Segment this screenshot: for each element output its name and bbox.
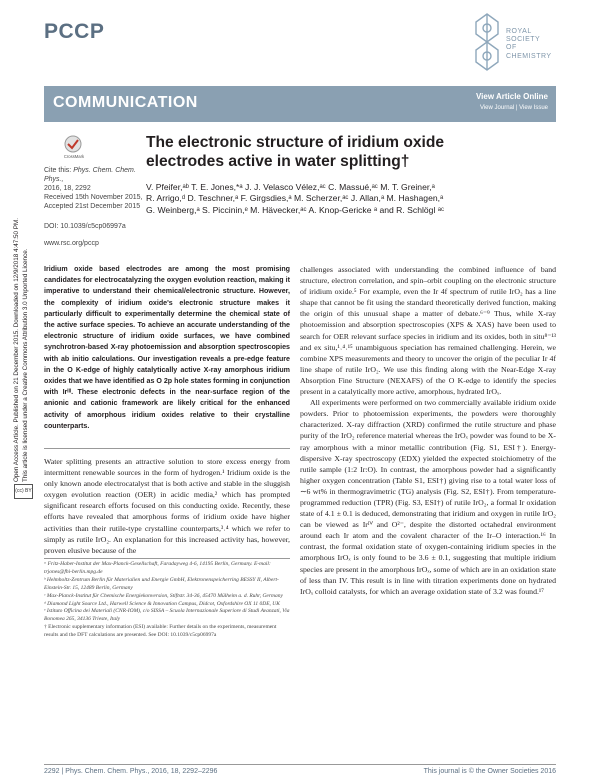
footer-divider (44, 764, 556, 765)
licence-line[interactable]: This article is licensed under a Creative Commons Attribution 3.0 Unported Licence. (22, 248, 29, 482)
footnote-divider (44, 558, 290, 559)
author-line-3: G. Weinberg,ᵃ S. Piccinin,ᵉ M. Hävecker,ᵃᶜ A. Knop-Gericke ᵃ and R. Schlögl ᵃᶜ (146, 204, 444, 215)
body-paragraph-1: challenges associated with understanding the combined influence of band structure, electron correlation, and spin–orbit coupling on the electronic structure of iridium oxide.⁵ For example, even the Ir 4f spectrum of rutile IrO₂ has a line shape that cannot be fit using the standard theoretically derived function, making the origin of this unusual shape a matter of debate.⁶⁻⁹ Thus, while X-ray photoemission and absorption spectroscopies (XPS & XAS) have been used to search for OER relevant surface species in iridium and its oxides, both in situ⁸⁻¹³ and ex situ,¹˒⁴˒¹⁵ unambiguous speciation has remained challenging. Herein, we combine XPS measurements and theory to uncover the origin of the peculiar Ir 4f line shape of rutile IrO₂. We use this finding along with the Near-Edge X-ray Absorption Fine Structure (NEXAFS) of the O K-edge to identify the species present in a catalytically more active, amorphous, hydrated IrOₓ. (300, 265, 556, 397)
body-text-left-column: Water splitting presents an attractive solution to store excess energy from intermittent renewable sources in the form of hydrogen.¹ Iridium oxide is the only known anode electrocatalyst that is both active and stable in the sluggish oxygen evolution reaction (OER) in acidic media,² which has prompted significant research efforts focused on this conducting oxide. Recently, these efforts have revealed that amorphous forms of iridium oxide have higher activities than their rutile-type crystalline counterparts,³˒⁴ which we refer to simply as rutile IrO₂. An explanation for this increased activity has, however, proven elusive because of the (44, 457, 290, 555)
publisher-name-line1: ROYAL SOCIETY (506, 28, 541, 44)
footnote-affiliation-a: ᵃ Fritz-Haber-Institut der Max-Planck-Gesellschaft, Faradayweg 4-6, 14195 Berlin, Germany. E-mail: trjones@fhi-berlin.mpg.de (44, 561, 271, 575)
body-text-right-column (300, 264, 556, 597)
received-date: Received 15th November 2015, (44, 194, 143, 201)
affiliation-footnotes (44, 561, 290, 640)
title-line-1: The electronic structure of iridium oxide (146, 134, 445, 151)
title-line-2: electrodes active in water splitting† (146, 152, 410, 170)
rsc-logo (472, 10, 558, 74)
journal-website-link[interactable]: www.rsc.org/pccp (44, 240, 99, 247)
section-label: COMMUNICATION (53, 94, 198, 111)
author-line-1: V. Pfeifer,ᵃᵇ T. E. Jones,*ᵃ J. J. Velasco Vélez,ᵃᶜ C. Massué,ᵃᶜ M. T. Greiner,ᵃ (146, 182, 435, 192)
footnote-affiliation-d: ᵈ Diamond Light Source Ltd., Harwell Science & Innovation Campus, Didcot, Oxfordshire OX 11 0DE, UK (44, 600, 280, 607)
view-journal-issue-links[interactable]: View Journal | View Issue (479, 105, 548, 111)
publisher-name-line2: OF CHEMISTRY (506, 44, 552, 60)
open-access-line[interactable]: Open Access Article. Published on 21 December 2015. Downloaded on 12/9/2018 4:47:50 PM. (13, 218, 20, 482)
crossmark-badge[interactable] (56, 134, 90, 160)
abstract-divider (44, 448, 290, 449)
esi-footnote: † Electronic supplementary information (ESI) available: Further details on the experiments, measurement results and the DFT calculations are presented. See DOI: 10.1039/c5cp06997a (44, 624, 277, 639)
crossmark-label: CrossMark (63, 154, 85, 159)
cite-prefix: Cite this: (44, 167, 72, 174)
dates-block (44, 193, 154, 211)
page-footer-citation: 2292 | Phys. Chem. Chem. Phys., 2016, 18, 2292–2296 (44, 768, 218, 775)
cite-journal: Phys. Chem. Chem. Phys., (44, 167, 136, 183)
section-banner (44, 86, 556, 122)
open-access-notice (12, 118, 36, 482)
citation-block (44, 166, 154, 193)
cc-licence-icon[interactable]: (cc) BY (14, 484, 33, 499)
accepted-date: Accepted 21st December 2015 (44, 203, 141, 210)
article-title (146, 134, 556, 171)
footnote-affiliation-b: ᵇ Helmholtz-Zentrum Berlin für Materialien und Energie GmbH, Elektronenspeicherring BESSY II, Albert-Einstein-Str. 15, 12489 Berlin, Germany (44, 576, 279, 591)
author-list (146, 182, 556, 216)
rsc-crest-icon (472, 10, 502, 72)
view-article-online-link[interactable]: View Article Online (475, 92, 548, 101)
page-footer-copyright: This journal is © the Owner Societies 2016 (423, 768, 556, 775)
doi-link[interactable]: DOI: 10.1039/c5cp06997a (44, 223, 126, 230)
author-line-2: R. Arrigo,ᵈ D. Teschner,ᵃ F. Girgsdies,ᵃ M. Scherzer,ᵃᶜ J. Allan,ᵃ M. Hashagen,ᵃ (146, 193, 444, 204)
cite-detail: 2016, 18, 2292 (44, 185, 91, 192)
abstract: Iridium oxide based electrodes are among the most promising candidates for electrocatalyzing the oxygen evolution reaction, making it imperative to understand their chemical/electronic structure. However, the complexity of iridium oxide's electronic structure makes it particularly difficult to experimentally determine the chemical state of the active surface species. To achieve an accurate understanding of the electronic structure of iridium oxide surfaces, we have combined synchrotron-based X-ray photoemission and absorption spectroscopies with ab initio calculations. Our investigation reveals a pre-edge feature in the O K-edge of highly catalytically active X-ray amorphous iridium oxides that we have identified as O 2p hole states forming in conjunction with Irᴵᴵᴵ. These electronic defects in the near-surface region of the anionic and cationic framework are likely critical for the enhanced activity of amorphous iridium oxides relative to their crystalline counterparts. (44, 265, 290, 430)
footnote-affiliation-c: ᶜ Max-Planck-Institut für Chemische Energiekonversion, Stiftstr. 34-36, 45470 Mülheim a. d. Ruhr, Germany (44, 592, 283, 599)
footnote-affiliation-e: ᵉ Istituto Officina dei Materiali (CNR-IOM), c/o SISSA – Scuola Internazionale Superiore di Studi Avanzati, Via Bonomea 265, 34136 Trieste, Italy (44, 608, 290, 623)
body-paragraph-2: All experiments were performed on two commercially available iridium oxide powders. Prior to photoemission experiments, the powders were thoroughly characterized. X-ray diffraction (XRD) confirmed the rutile structure and phase purity of the IrO₂ reference material whereas the IrOₓ powder was found to be X-ray amorphous with a minor metallic contribution (Fig. S1, ESI†). Energy-dispersive X-ray spectroscopy (EDX) yielded the expected stoichiometry of the rutile sample (1:2 Ir:O). In contrast, the amorphous powder had a significantly higher oxygen concentration (Table S1, ESI†) giving rise to a total water loss of ∼6 wt% in thermogravimetric (TG) analysis (Fig. S2, ESI†). From temperature-programmed reduction (TPR) (Fig. S3, ESI†) of rutile IrO₂, a formal Ir oxidation state of 4.1 ± 0.1 is deduced, demonstrating that iridium and oxygen in rutile IrO₂ can be viewed as Irᴵⱽ and O²⁻, despite the distorted octahedral environment around each Ir atom and the covalent character of the Ir–O interaction.¹⁶ In contrast, the formal oxidation state of oxygen-containing iridium species in the amorphous IrOₓ is only found to be 3.6 ± 0.1, suggesting that multiple iridium species are present in the amorphous IrOₓ, some of which are in an oxidation state of less than IV. This result is in line with titration experiments done on hydrated IrOₓ colloid catalysts, for which an average oxidation state of 3.2 was found.¹⁷ (300, 398, 556, 596)
crossmark-icon (56, 134, 90, 154)
journal-abbrev: PCCP (44, 20, 105, 43)
